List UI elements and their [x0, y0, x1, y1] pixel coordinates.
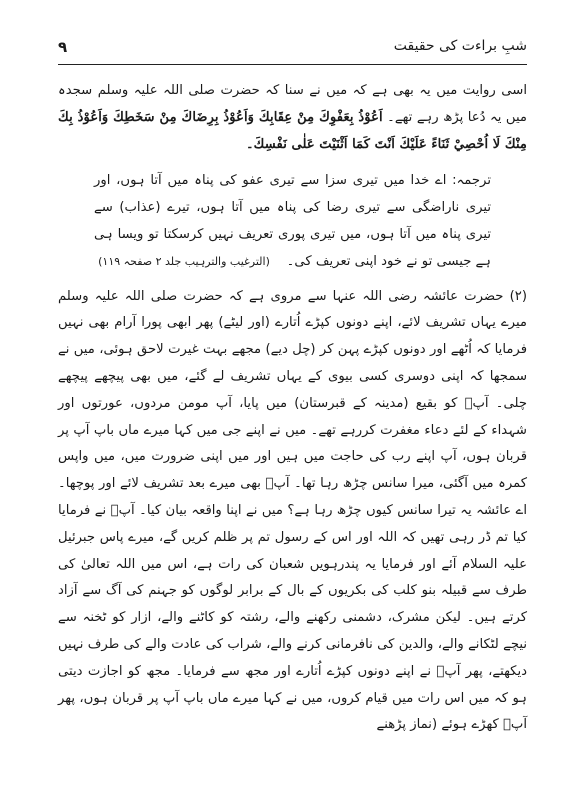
arabic-dua: اَعُوْذُ بِعَفْوِكَ مِنْ عِقَابِكَ وَاَعُوْذُ بِرِضَاكَ مِنْ سَخَطِكَ وَاَعُوْذُ بِكَ مِنْكَ لَا اُحْصِيْ ثَنَاءً عَلَيْكَ اَنْتَ كَمَا اَثْنَيْتَ عَلٰى نَفْسِكَ۔	[58, 109, 527, 152]
page-number: ٩	[58, 38, 68, 56]
paragraph-2-text: (۲) حضرت عائشہ رضی اللہ عنہا سے مروی ہے کہ حضرت صلی اللہ علیہ وسلم میرے یہاں تشریف لائے، اپنے دونوں کپڑے اُتارے (اور لیٹے) پھر ابھی پورا آرام بھی نہیں فرمایا کہ اُٹھے اور دونوں کپڑے پہن کر (چل دیے) مجھے بہت غیرت لاحق ہوئی، میں نے سمجھا کہ اپنی دوسری کسی بیوی کے یہاں تشریف لے گئے، میں بھی پیچھے پیچھے چلی۔ آپؐ کو بقیع (مدینہ کے قبرستان) میں پایا، آپ مومن مردوں، عورتوں اور شہداء کے لئے دعاء مغفرت کررہے تھے۔ میں نے اپنے جی میں کہا میرے ماں باپ آپ پر قربان ہوں، آپ اپنے رب کی حاجت میں ہیں اور میں اپنی ضرورت میں، میں واپس کمرہ میں آگئی، میرا سانس چڑھ رہا تھا۔ آپؐ بھی میرے بعد تشریف لائے اور پوچھا۔ اے عائشہ یہ تیرا سانس کیوں چڑھ رہا ہے؟ میں نے اپنا واقعہ بیان کیا۔ آپؐ نے فرمایا کیا تم ڈر رہی تھیں کہ اللہ اور اس کے رسول تم پر ظلم کریں گے، میرے پاس جبرئیل علیہ السلام آئے اور فرمایا یہ پندرہویں شعبان کی رات ہے، اس میں اللہ تعالیٰ کی طرف سے قبیلہ بنو کلب کی بکریوں کے بال کے برابر لوگوں کو جہنم کی آگ سے آزاد کرتے ہیں۔ لیکن مشرک، دشمنی رکھنے والے، رشتہ کو کاٹنے والے، ازار کو ٹخنہ سے نیچے لٹکانے والے، والدین کی نافرمانی کرنے والے، شراب کی عادت والے کی طرف نہیں دیکھتے، پھر آپؐ نے اپنے دونوں کپڑے اُتارے اور مجھ سے فرمایا۔ مجھ کو اجازت دیتی ہو کہ میں اس رات میں قیام کروں، میں نے کہا میرے ماں باپ آپ پر قربان ہوں، پھر آپؐ کھڑے ہوئے (نماز پڑھنے	[58, 288, 527, 733]
paragraph-2	[58, 284, 527, 740]
translation-text: ترجمہ: اے خدا میں تیری سزا سے تیری عفو کی پناہ میں آتا ہوں، اور تیری ناراضگی سے تیری رضا کی پناہ میں آتا ہوں، تیرے (عذاب) سے تیری پناہ میں آتا ہوں، میں تیری پوری تعریف نہیں کرسکتا تو ویسا ہی ہے جیسی تو نے خود اپنی تعریف کی۔	[94, 173, 491, 269]
paragraph-1-text: اسی روایت میں یہ بھی ہے کہ میں نے سنا کہ حضرت صلی اللہ علیہ وسلم سجدہ میں یہ دُعا پڑھ رہے تھے۔	[58, 83, 527, 125]
translation-block	[94, 168, 491, 275]
translation-reference: (الترغیب والترہیب جلد ۲ صفحہ ۱۱۹)	[98, 254, 270, 268]
paragraph-1	[58, 78, 527, 158]
running-title: شبِ براءت کی حقیقت	[393, 38, 527, 54]
page-body	[58, 78, 527, 739]
page-header	[58, 38, 527, 60]
header-rule	[58, 64, 527, 65]
